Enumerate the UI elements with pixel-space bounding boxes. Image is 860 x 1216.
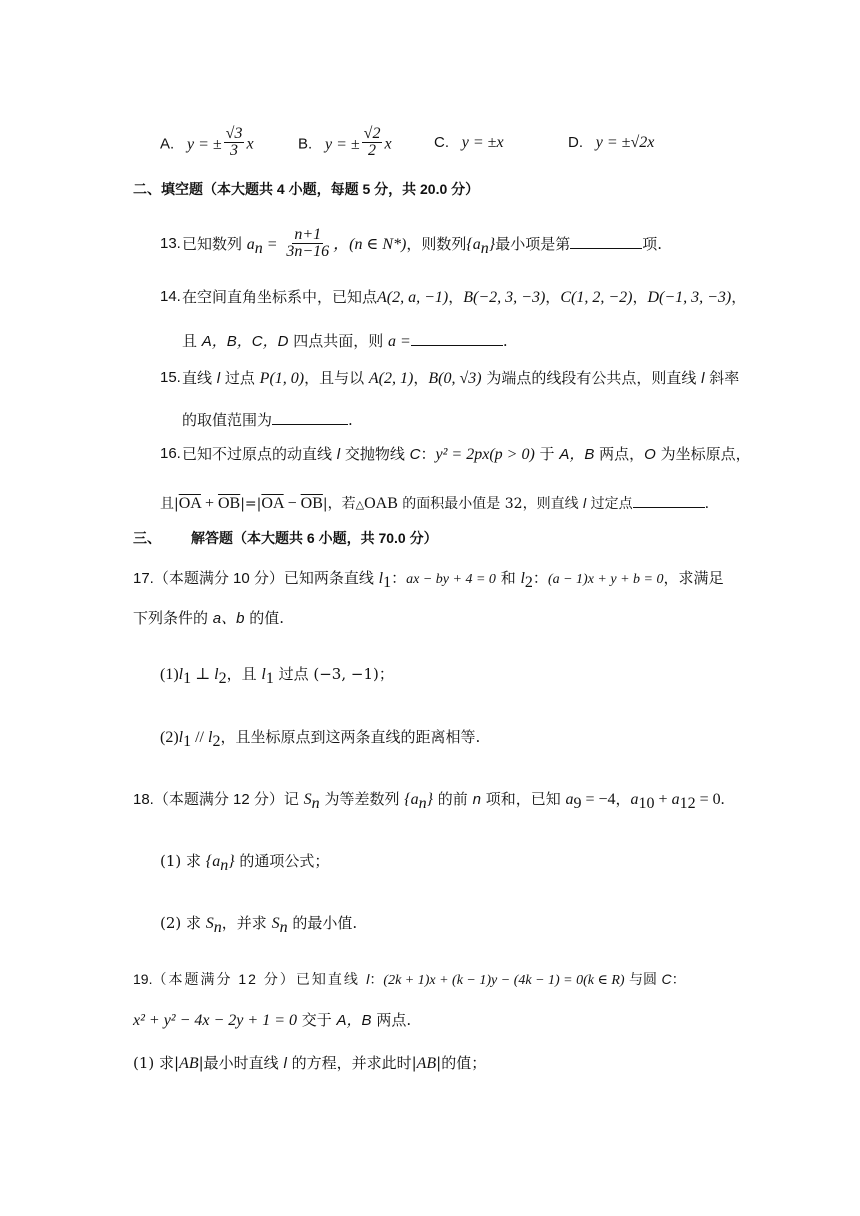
q18-part1-post: 的通项公式；: [234, 852, 330, 870]
q19-part1-l: l: [283, 1055, 287, 1072]
q18-n: n: [472, 791, 481, 808]
q18-part2-label: (2) 求: [160, 914, 206, 932]
q18-part1-sub: n: [220, 857, 229, 874]
q17-part1-l2: l: [214, 666, 219, 683]
q13-set: {a: [466, 236, 481, 253]
q16-answer-blank[interactable]: [633, 491, 705, 508]
q13-eq: =: [262, 236, 278, 253]
q19-colon: ：: [369, 972, 384, 988]
option-a-num: √3: [225, 125, 243, 142]
q16-mid3: 两点，: [594, 445, 645, 463]
option-a: [160, 125, 254, 161]
q18-sep: ，: [615, 790, 631, 808]
q13-set-close: }: [488, 236, 496, 253]
option-a-expr: y = ±: [186, 135, 222, 153]
q15-point-a: A(2, 1): [368, 370, 414, 387]
q13-end: 项.: [642, 235, 662, 253]
section3-heading-text: 解答题（本大题共 6 小题，共 70.0 分）: [191, 530, 438, 546]
option-c-expr: y = ±x: [461, 134, 504, 151]
q18-mid3: 项和，已知: [480, 790, 566, 808]
q16-vector-oa: $\overline{OA}$: [178, 495, 201, 512]
q17-part1-post: 过点 (−3, −1)；: [273, 665, 394, 683]
q18-a9-sub: 9: [573, 795, 582, 812]
q18-set: {a: [404, 791, 419, 808]
q19-part1-mid: |最小时直线: [198, 1054, 284, 1072]
q18-plus: +: [654, 791, 672, 808]
q18-mid2: 的前: [433, 790, 473, 808]
q18-set-close: }: [426, 791, 434, 808]
q18-part1: [160, 851, 329, 876]
q16-ab: A，B: [559, 446, 595, 463]
q16-l2: l: [583, 495, 587, 511]
q17-line2-end: 的值.: [244, 609, 285, 627]
q13-pre: 已知数列: [182, 235, 243, 253]
q17-line2: [133, 608, 284, 629]
q18-a10: a: [630, 791, 639, 808]
q17-part1-sub2: 2: [218, 670, 227, 687]
q16-pre: 已知不过原点的动直线: [182, 445, 337, 463]
q17-eq1: ax − by + 4 = 0: [406, 572, 496, 587]
q15-mid2: ，且与以: [304, 369, 369, 387]
q16-eqsep: |=|: [240, 496, 262, 512]
option-d-expr: y = ±√2x: [595, 134, 655, 151]
question-19: [133, 969, 686, 991]
q16-line2-pre: 且|: [160, 496, 179, 512]
q16-mid1: 交抛物线: [340, 445, 410, 463]
q17-and: 和: [495, 569, 521, 587]
q14-line2-points: A，B，C，D: [201, 333, 289, 350]
q19-part1: [133, 1053, 486, 1074]
q14-number: 14.: [160, 288, 181, 305]
q15-l2: l: [701, 370, 705, 387]
q19-circle-eq: x² + y² − 4x − 2y + 1 = 0: [133, 1012, 297, 1029]
q14-line2-pre: 且: [182, 332, 202, 350]
q17-part2-l2: l: [208, 729, 213, 746]
q18-set-sub: n: [418, 795, 427, 812]
q14-point-c: C(1, 2, −2): [560, 289, 633, 306]
q17-l2: l: [520, 570, 525, 587]
q18-part2-post: 的最小值.: [287, 914, 358, 932]
q16-oab: OAB: [364, 495, 398, 512]
q13-cond: ，(n ∈ N*): [333, 236, 407, 253]
q16-line2-mid2: 的面积最小值是 32，则直线: [397, 496, 584, 512]
q16-vector-ob: $\overline{OB}$: [217, 495, 241, 512]
q17-part1-mid: ，且: [226, 665, 262, 683]
q13-mid: ，则数列: [406, 235, 467, 253]
q18-a9-eq: = −4: [581, 791, 616, 808]
q17-l2-sub: 2: [524, 574, 533, 591]
q19-part1-end: |的值；: [436, 1054, 487, 1072]
q16-line2: [160, 491, 709, 515]
option-b-expr: y = ±: [324, 135, 360, 153]
q14-sep-3: ，: [632, 288, 648, 306]
q13-number: 13.: [160, 235, 181, 252]
q16-c: C: [409, 446, 421, 463]
q13-an-sub: n: [254, 240, 263, 257]
q18-part1-label: (1) 求: [160, 852, 206, 870]
q17-colon2: ：: [532, 569, 548, 587]
q19-line2-post: 交于: [296, 1011, 337, 1029]
q18-mid1: 为等差数列: [319, 790, 405, 808]
q14-line2-mid: 四点共面，则: [288, 332, 389, 350]
q17-l1: l: [378, 570, 384, 587]
q17-l1-sub: 1: [383, 574, 392, 591]
q17-ab: a、b: [212, 610, 245, 627]
q19-part1-mid2: 的方程，并求此时|: [286, 1054, 417, 1072]
q17-part2-l1: l: [178, 729, 184, 746]
option-a-fraction: [224, 126, 245, 159]
q15-l: l: [216, 370, 221, 387]
q18-s: S: [303, 791, 312, 808]
q19-eq: (2k + 1)x + (k − 1)y − (4k − 1) = 0(k ∈ R): [383, 973, 625, 988]
q17-part1-l1: l: [178, 666, 184, 683]
option-a-label: A.: [160, 135, 175, 153]
q14-line2-end: .: [502, 332, 508, 350]
q15-line2-text: 的取值范围为: [182, 411, 273, 429]
q19-part1-label: (1) 求|: [133, 1054, 180, 1072]
q14-line2: [182, 329, 508, 352]
q16-l: l: [336, 446, 341, 463]
q19-ab: A，B: [336, 1012, 372, 1029]
q18-part2: [160, 913, 357, 938]
q17-line2-text: 下列条件的: [133, 609, 213, 627]
q14-line1: [182, 287, 746, 308]
section3-heading-number: 三、: [133, 530, 161, 546]
q15-answer-blank[interactable]: [272, 408, 348, 425]
q19-l: l: [366, 971, 370, 987]
section3-heading: [133, 528, 438, 548]
q18-s-sub: n: [311, 795, 320, 812]
section2-heading: 二、填空题（本大题共 4 小题，每题 5 分，共 20.0 分）: [133, 181, 480, 197]
q14-sep-2: ，: [545, 288, 561, 306]
q18-a10-sub: 10: [638, 795, 655, 812]
q14-point-b: B(−2, 3, −3): [463, 289, 546, 306]
q15-mid4: 为端点的线段有公共点，则直线: [481, 369, 702, 387]
parallel-icon: //: [191, 729, 208, 746]
q15-number: 15.: [160, 369, 181, 386]
q19-line2-end: 两点.: [371, 1011, 412, 1029]
q15-line1: [182, 368, 739, 389]
q15-point-p: P(1, 0): [259, 370, 305, 387]
q18-score: （本题满分 12 分）: [153, 791, 284, 808]
q16-end2: .: [704, 496, 710, 512]
q17-part2: [160, 727, 480, 752]
q13-den: 3n−16: [286, 242, 330, 260]
q18-number: 18.: [133, 791, 154, 808]
q17-part2-sub2: 2: [212, 733, 221, 750]
q13-fraction: [284, 227, 331, 260]
q19-number: 19.: [133, 971, 153, 987]
q14-sep-1: ，: [448, 288, 464, 306]
q15-end: .: [348, 411, 353, 429]
q18-a12-sub: 12: [679, 795, 696, 812]
q19-colon2: ：: [671, 972, 686, 988]
q18-part1-set: {a: [205, 853, 221, 870]
q15-pre: 直线: [182, 369, 217, 387]
q17-part1-sub3: 1: [265, 670, 274, 687]
option-b-den: 2: [368, 142, 377, 159]
q17-part2-post: ，且坐标原点到这两条直线的距离相等.: [220, 728, 481, 746]
q15-mid5: 斜率: [704, 369, 740, 387]
option-b-num: √2: [363, 125, 381, 142]
q16-mid2: 于: [534, 445, 560, 463]
option-b: [298, 125, 392, 161]
q18-a12: a: [671, 791, 680, 808]
q19-mid: 与圆: [624, 972, 662, 988]
option-c-label: C.: [434, 134, 449, 151]
q14-sep-4: ，: [731, 288, 747, 306]
triangle-icon: △: [355, 498, 365, 511]
q18-part2-sub2: n: [279, 919, 288, 936]
q16-plus: +: [200, 495, 218, 512]
q15-mid3: ，: [413, 369, 429, 387]
q19-pre: 已知直线: [295, 972, 367, 988]
q15-line2: [182, 408, 353, 430]
q16-eq: y² = 2px(p > 0): [435, 446, 535, 463]
q13-set-sub: n: [480, 240, 489, 257]
option-a-tail: x: [246, 135, 254, 153]
q16-vector-ob-2: $\overline{OB}$: [300, 495, 323, 512]
option-c: [434, 132, 504, 153]
q14-point-d: D(−1, 3, −3): [647, 289, 732, 306]
q17-part1-l3: l: [261, 666, 266, 683]
q16-end1: 为坐标原点，: [655, 445, 751, 463]
q19-score: （本题满分 12 分）: [152, 971, 296, 987]
option-b-tail: x: [384, 135, 392, 153]
q17-pre: 已知两条直线: [283, 569, 379, 587]
q16-line2-mid: |，若: [322, 496, 356, 512]
q17-eq2: (a − 1)x + y + b = 0: [547, 572, 664, 587]
option-a-den: 3: [230, 142, 239, 159]
q13-body: [182, 224, 662, 269]
q13-num: n+1: [294, 225, 322, 243]
q16-o: O: [644, 446, 656, 463]
q17-score: （本题满分 10 分）: [153, 570, 284, 587]
q16-number: 16.: [160, 445, 181, 462]
question-17: [133, 568, 724, 593]
q17-number: 17.: [133, 570, 154, 587]
q16-line1: [182, 444, 751, 465]
q18-part2-mid: ，并求: [221, 914, 272, 932]
q13-an: a: [246, 236, 255, 253]
q15-mid1: 过点: [220, 369, 260, 387]
q14-line1-pre: 在空间直角坐标系中，已知点: [182, 288, 378, 306]
q19-part1-ab: AB: [179, 1055, 199, 1072]
q14-point-a: A(2, a, −1): [377, 289, 449, 306]
q15-point-b: B(0, √3): [428, 370, 482, 387]
q18-part2-sub: n: [213, 919, 222, 936]
q18-a9: a: [565, 791, 574, 808]
q19-part1-ab2: AB: [416, 1055, 437, 1072]
q19-line2: [133, 1010, 411, 1031]
q18-pre: 记: [283, 790, 304, 808]
q18-part2-s: S: [205, 915, 214, 932]
perpendicular-icon: ⊥: [191, 666, 215, 683]
q19-c: C: [661, 971, 672, 987]
q16-colon: ：: [420, 445, 436, 463]
q16-vector-oa-2: $\overline{OA}$: [261, 495, 284, 512]
q16-minus: −: [283, 495, 301, 512]
q14-line2-var: a =: [388, 333, 411, 350]
q17-part1-label: (1): [160, 666, 179, 683]
option-b-fraction: [362, 126, 383, 159]
q18-part2-s2: S: [271, 915, 280, 932]
q14-answer-blank[interactable]: [411, 329, 503, 346]
q17-part2-label: (2): [160, 729, 179, 746]
q17-colon1: ：: [391, 569, 407, 587]
option-d-label: D.: [568, 134, 583, 151]
q18-a12-eq: = 0.: [695, 791, 725, 808]
question-18: [133, 789, 725, 814]
q13-answer-blank[interactable]: [570, 232, 642, 249]
q18-part1-close: }: [228, 853, 235, 870]
q16-line2-mid3: 过定点: [586, 496, 633, 512]
q17-part1-sub1: 1: [183, 670, 192, 687]
q13-post: 最小项是第: [495, 235, 571, 253]
q17-part2-sub1: 1: [183, 733, 192, 750]
option-b-label: B.: [298, 135, 313, 153]
q17-post: ，求满足: [663, 569, 724, 587]
option-d: [568, 132, 654, 153]
q17-part1: [160, 664, 394, 689]
